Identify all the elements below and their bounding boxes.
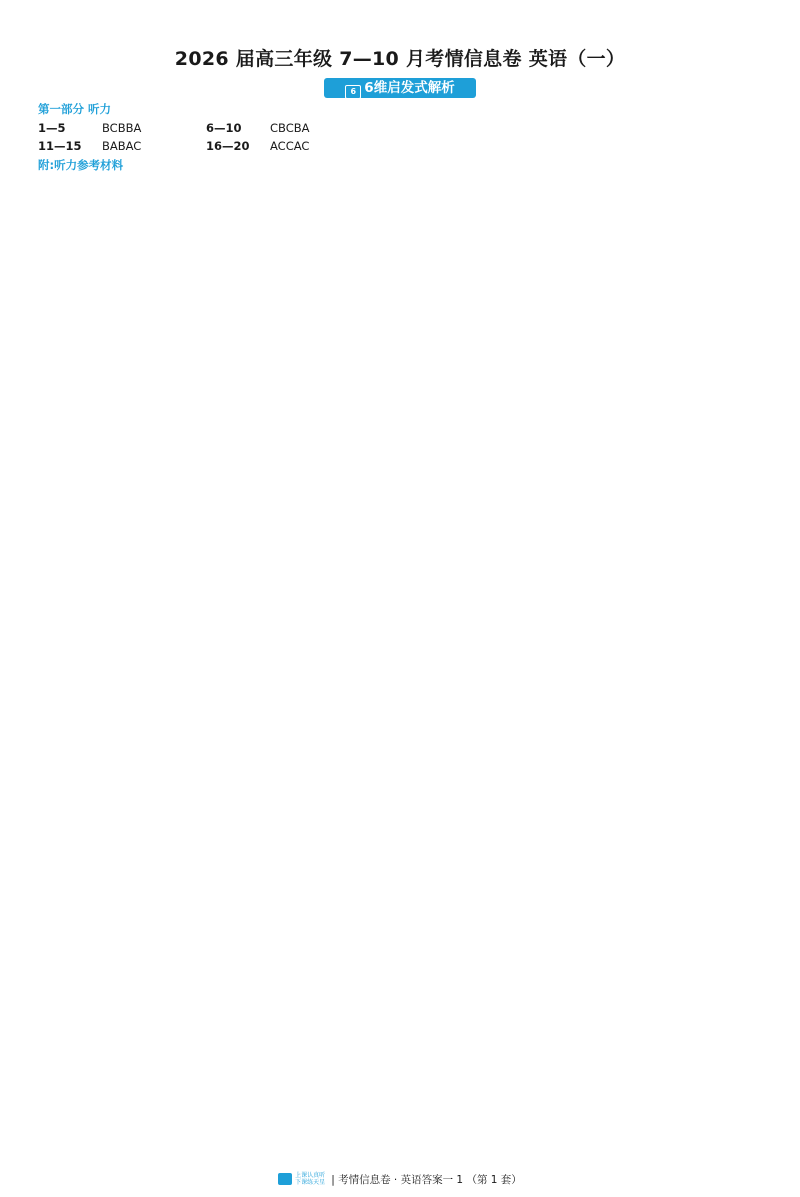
answer-row (38, 119, 390, 138)
answer-key: ACCAC (270, 139, 310, 154)
answer-range: 16—20 (206, 139, 250, 154)
answer-range: 6—10 (206, 120, 242, 135)
answer-key: CBCBA (270, 120, 310, 135)
answer-range: 11—15 (38, 139, 82, 154)
analysis-icon: 6 (345, 85, 361, 99)
answer-row (38, 137, 390, 156)
answer-range: 1—5 (38, 120, 66, 135)
brand-line: 上课认真听 (295, 1172, 326, 1179)
appendix-title: 附:听力参考材料 (38, 157, 124, 172)
brand-slogan (295, 1172, 325, 1186)
analysis-banner (324, 78, 476, 98)
answer-key: BABAC (102, 139, 142, 154)
brand-line: 下课练天星 (295, 1179, 326, 1186)
section-title: 第一部分 听力 (38, 102, 112, 116)
banner-label: 6维启发式解析 (364, 80, 455, 96)
footer-text: 考情信息卷 · 英语答案一 1 （第 1 套） (338, 1174, 522, 1186)
left-column (38, 100, 390, 174)
brand-logo-icon (278, 1173, 292, 1185)
page-footer: 上课认真听 下课练天星 | 考情信息卷 · 英语答案一 1 （第 1 套） (0, 1172, 800, 1187)
answer-key: BCBBA (102, 120, 142, 135)
page-title: 2026 届高三年级 7—10 月考情信息卷 英语（一） (174, 48, 626, 70)
